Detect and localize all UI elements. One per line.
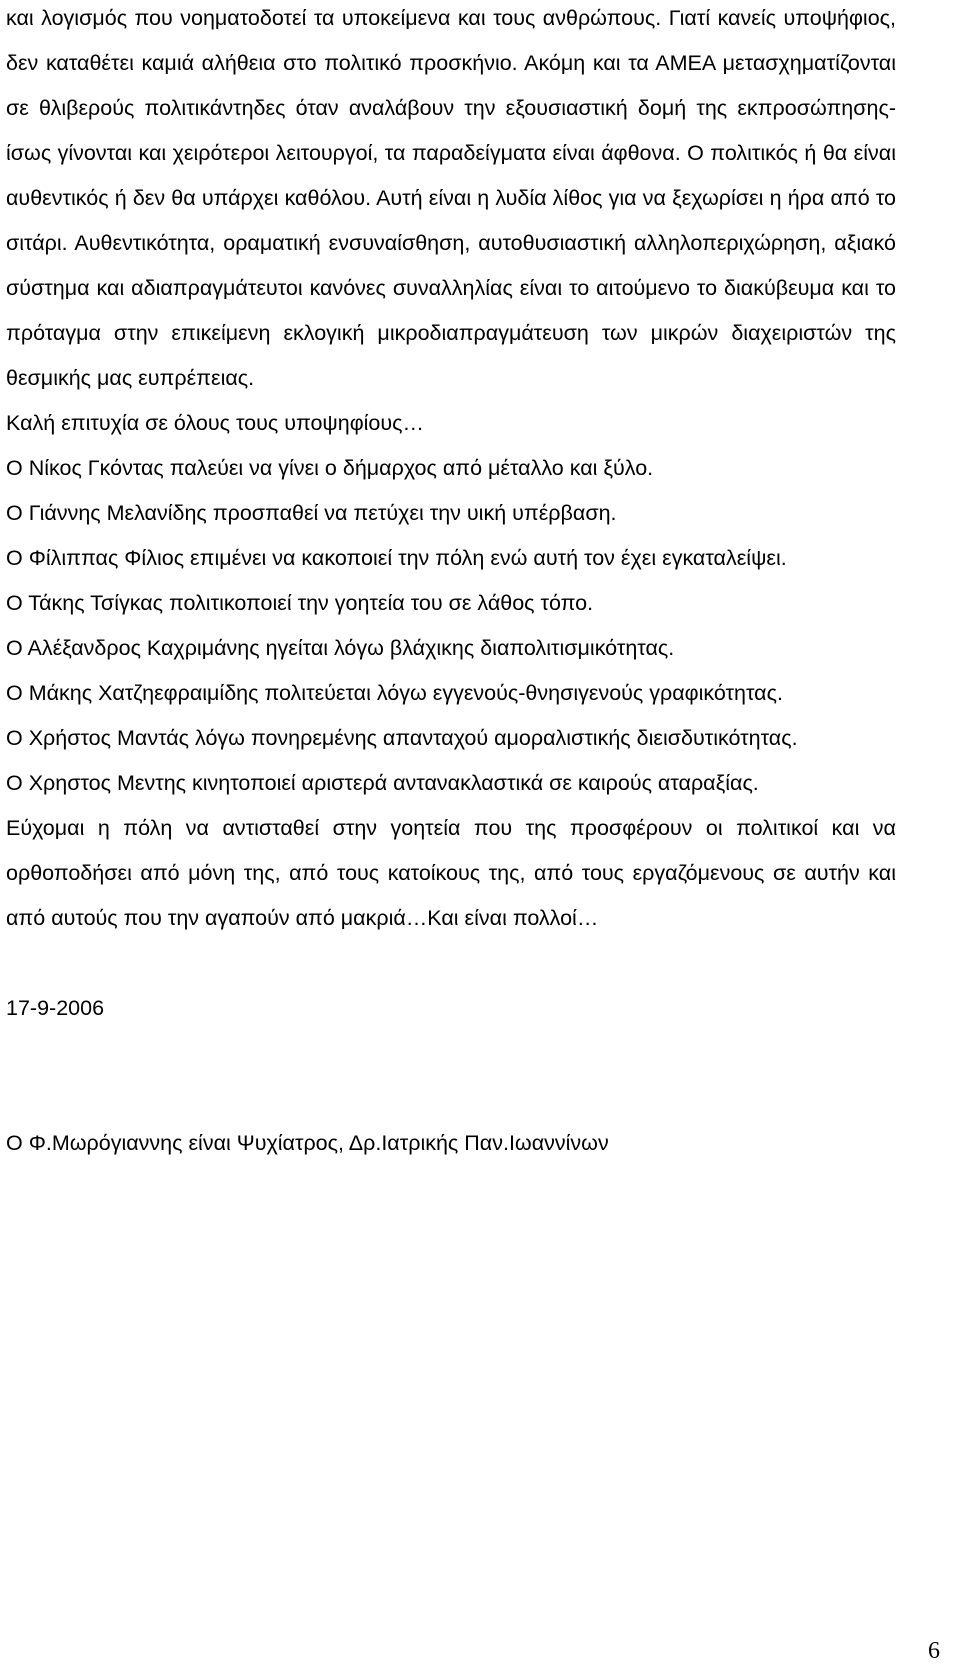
author-note: Ο Φ.Μωρόγιαννης είναι Ψυχίατρος, Δρ.Ιατρικής Παν.Ιωαννίνων [6, 1131, 609, 1155]
spacer [6, 1031, 896, 1076]
wishes-line: Καλή επιτυχία σε όλους τους υποψηφίους… [6, 411, 425, 435]
candidate-line: Ο Αλέξανδρος Καχριμάνης ηγείται λόγω βλάχικης διαπολιτισμικότητας. [6, 636, 675, 660]
closing-paragraph: Εύχομαι η πόλη να αντισταθεί στην γοητεία που της προσφέρουν οι πολιτικοί και να ορθοποδήσει από μόνη της, από τους κατοίκους της, από τους εργαζόμενους σε αυτήν και από αυτούς που την αγαπούν από μακριά…Και είναι πολλοί… [6, 816, 896, 930]
body-paragraph: και λογισμός που νοηματοδοτεί τα υποκείμενα και τους ανθρώπους. Γιατί κανείς υποψήφιος, δεν καταθέτει καμιά αλήθεια στο πολιτικό προσκήνιο. Ακόμη και τα ΑΜΕΑ μετασχηματίζονται σε θλιβερούς πολιτικάντηδες όταν αναλάβουν την εξουσιαστική δομή της εκπροσώπησης-ίσως γίνονται και χειρότεροι λειτουργοί, τα παραδείγματα είναι άφθονα. Ο πολιτικός ή θα είναι αυθεντικός ή δεν θα υπάρχει καθόλου. Αυτή είναι η λυδία λίθος για να ξεχωρίσει η ήρα από το σιτάρι. Αυθεντικότητα, οραματική ενσυναίσθηση, αυτοθυσιαστική αλληλοπεριχώρηση, αξιακό σύστημα και αδιαπραγμάτευτοι κανόνες συναλληλίας είναι το αιτούμενο το διακύβευμα και το πρόταγμα στην επικείμενη εκλογική μικροδιαπραγμάτευση των μικρών διαχειριστών της θεσμικής μας ευπρέπειας. [6, 6, 896, 390]
document-page [6, 0, 896, 1166]
candidate-line: Ο Νίκος Γκόντας παλεύει να γίνει ο δήμαρχος από μέταλλο και ξύλο. [6, 456, 654, 480]
candidate-line: Ο Χρηστος Μεντης κινητοποιεί αριστερά αντανακλαστικά σε καιρούς αταραξίας. [6, 771, 759, 795]
page-number: 6 [928, 1638, 940, 1664]
spacer [6, 941, 896, 986]
article-date: 17-9-2006 [6, 996, 105, 1020]
candidate-line: Ο Γιάννης Μελανίδης προσπαθεί να πετύχει την υική υπέρβαση. [6, 501, 617, 525]
spacer [6, 1076, 896, 1121]
candidate-line: Ο Τάκης Τσίγκας πολιτικοποιεί την γοητεία του σε λάθος τόπο. [6, 591, 594, 615]
candidate-line: Ο Χρήστος Μαντάς λόγω πονηρεμένης απανταχού αμοραλιστικής διεισδυτικότητας. [6, 726, 798, 750]
candidate-line: Ο Φίλιππας Φίλιος επιμένει να κακοποιεί την πόλη ενώ αυτή τον έχει εγκαταλείψει. [6, 546, 787, 570]
candidate-line: Ο Μάκης Χατζηεφραιμίδης πολιτεύεται λόγω εγγενούς-θνησιγενούς γραφικότητας. [6, 681, 783, 705]
